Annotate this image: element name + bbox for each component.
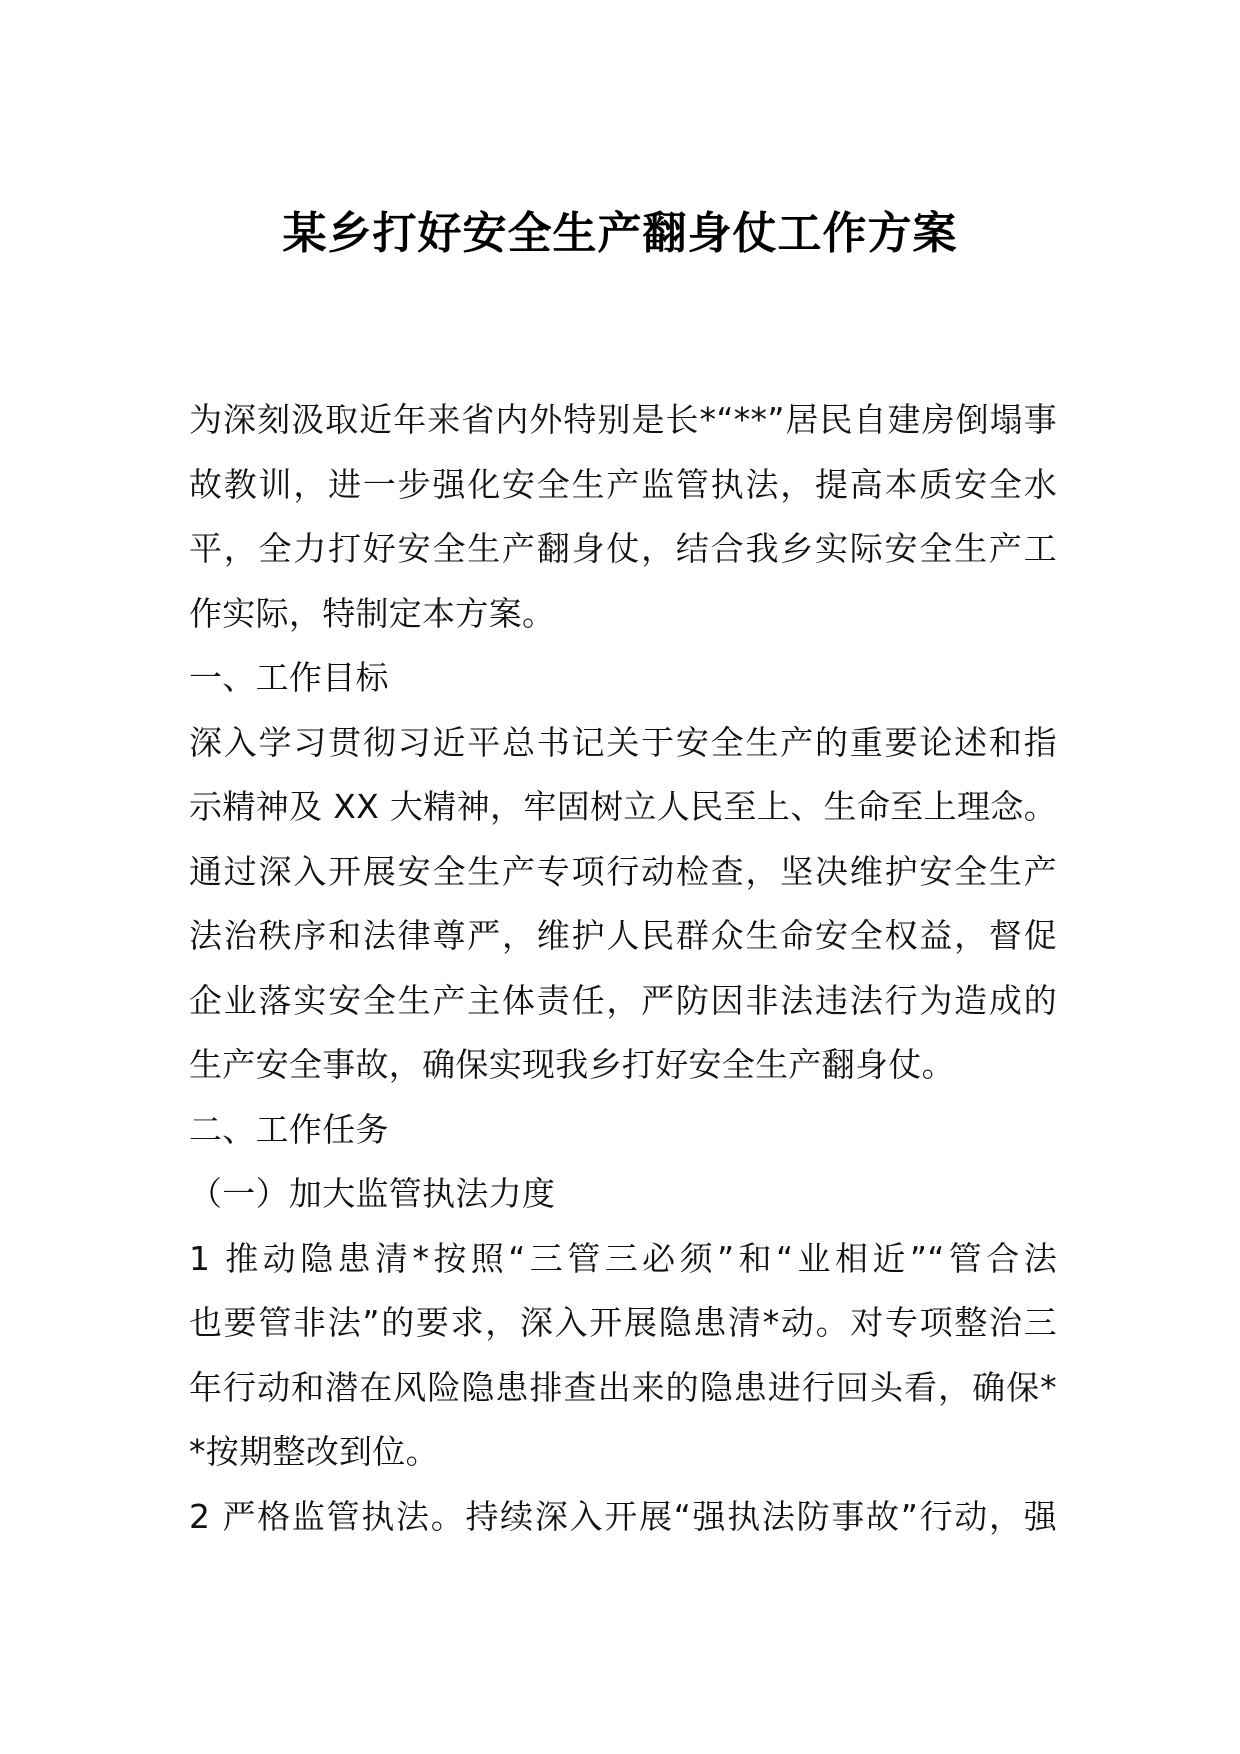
section-heading: 二、工作任务 [189, 1109, 389, 1149]
body-line: 年行动和潜在风险隐患排查出来的隐患进行回头看，确保* [189, 1367, 1057, 1407]
body-line: 通过深入开展安全生产专项行动检查，坚决维护安全生产 [189, 851, 1057, 891]
body-line: 法治秩序和法律尊严，维护人民群众生命安全权益，督促 [189, 916, 1057, 955]
document-body [189, 388, 1057, 1549]
body-line: 1 推动隐患清*按照“三管三必须”和“业相近”“管合法 [189, 1238, 1057, 1278]
document-title: 某乡打好安全生产翻身仗工作方案 [282, 208, 958, 259]
body-line: 企业落实安全生产主体责任，严防因非法违法行为造成的 [189, 980, 1057, 1020]
body-line: 作实际，特制定本方案。 [189, 593, 556, 633]
body-line: 2 严格监管执法。持续深入开展“强执法防事故”行动，强 [189, 1496, 1057, 1536]
body-line: 深入学习贯彻习近平总书记关于安全生产的重要论述和指 [189, 722, 1057, 762]
body-line: 生产安全事故，确保实现我乡打好安全生产翻身仗。 [189, 1045, 955, 1084]
section-heading: 一、工作目标 [189, 658, 389, 697]
body-line: *按期整改到位。 [189, 1432, 439, 1471]
body-line: 故教训，进一步强化安全生产监管执法，提高本质安全水 [189, 464, 1057, 504]
body-line: 示精神及 XX 大精神，牢固树立人民至上、生命至上理念。 [189, 787, 1057, 826]
body-line: 为深刻汲取近年来省内外特别是长*“**”居民自建房倒塌事 [189, 400, 1057, 439]
body-line: 也要管非法”的要求，深入开展隐患清*动。对专项整治三 [189, 1303, 1057, 1342]
body-line: 平，全力打好安全生产翻身仗，结合我乡实际安全生产工 [189, 529, 1057, 568]
subsection-heading: （一）加大监管执法力度 [189, 1174, 556, 1213]
